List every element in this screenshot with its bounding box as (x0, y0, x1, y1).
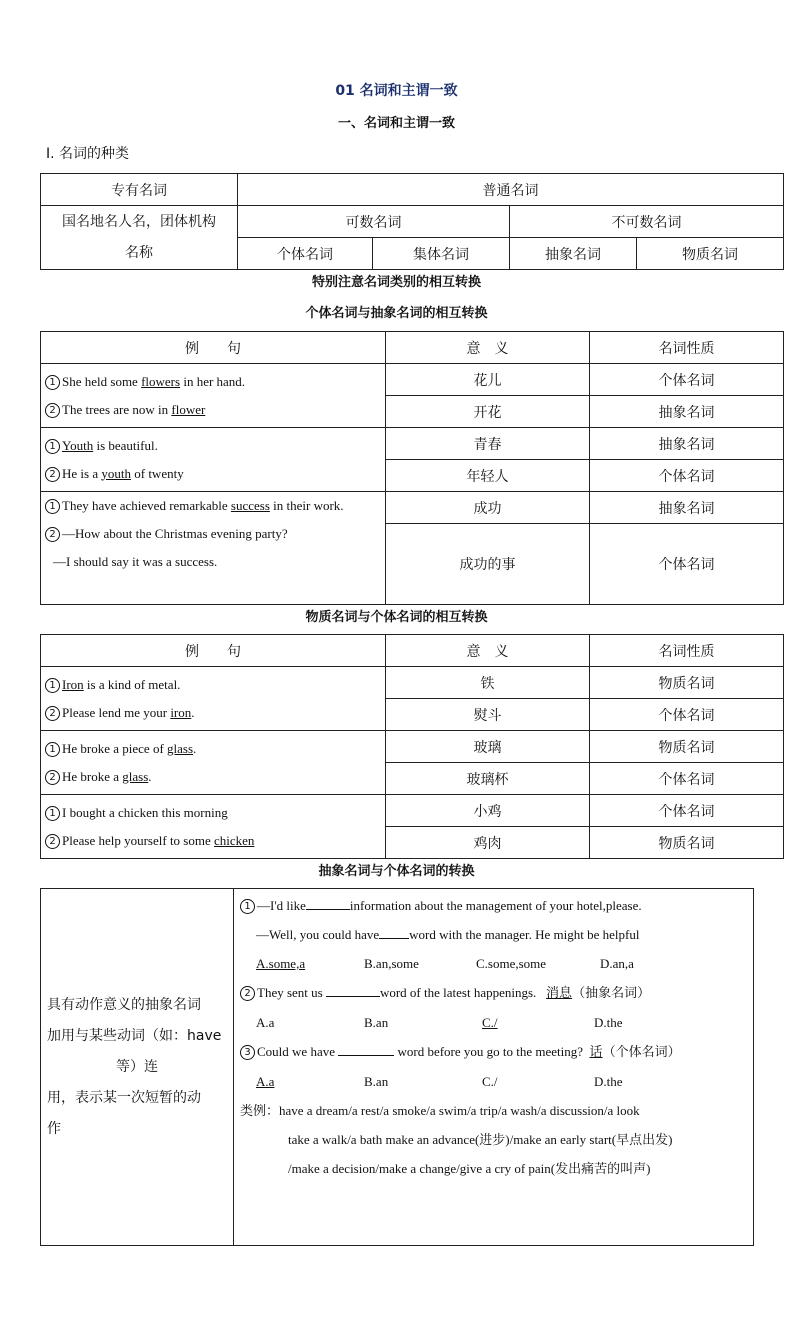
key-word: youth (101, 465, 131, 481)
text: He is a (62, 465, 102, 481)
text: information about the management of your hotel,please. (349, 898, 642, 913)
question-3-line1 (240, 1037, 747, 1067)
rule-line: 用，表示某一次短暂的动 (47, 1089, 201, 1106)
text: —How about the Christmas evening party? (62, 526, 288, 541)
text: of twenty (130, 465, 184, 481)
option-a: A.a (256, 1074, 275, 1089)
question-1-line1 (240, 891, 747, 920)
example-sentence (45, 460, 381, 488)
nature-cell: 物质名词 (590, 667, 784, 699)
proper-desc-line2: 名称 (125, 244, 153, 261)
circled-number-1: 1 (45, 439, 60, 454)
circled-number-1: 1 (45, 499, 60, 514)
text: —I'd like (257, 898, 306, 913)
meaning-cell: 熨斗 (386, 699, 590, 731)
circled-number-1: 1 (45, 375, 60, 390)
nature-cell: 抽象名词 (590, 396, 784, 428)
examples-line1: 类例：have a dream/a rest/a smoke/a swim/a trip/a wash/a discussion/a look (240, 1103, 640, 1118)
text: is a kind of metal. (83, 676, 181, 692)
rule-description (41, 889, 234, 1246)
circled-number-2: 2 (45, 834, 60, 849)
page-subtitle: 一、名词和主谓一致 (337, 116, 455, 131)
circled-number-2: 2 (45, 467, 60, 482)
text: . (193, 740, 197, 756)
note: （个体名词） (602, 1045, 681, 1060)
rule-line: 等）连 (116, 1058, 158, 1075)
circled-number-2: 2 (45, 527, 60, 542)
circled-number-1: 1 (240, 899, 255, 914)
nature-cell: 个体名词 (590, 699, 784, 731)
key-word: chicken (214, 832, 255, 848)
page-title: 01 名词和主谓一致 (335, 83, 458, 99)
nature-cell: 个体名词 (590, 763, 784, 795)
examples-line3: /make a decision/make a change/give a cry of pain(发出痛苦的叫声) (288, 1161, 651, 1176)
example-group (41, 667, 386, 731)
option-d: D.an,a (600, 956, 634, 971)
text: . (148, 768, 152, 784)
key-word: flower (171, 401, 206, 417)
nature-cell: 个体名词 (590, 524, 784, 605)
example-sentence (45, 671, 381, 699)
meaning-header: 意 义 (386, 635, 590, 667)
text: in their work. (269, 498, 344, 513)
note: （抽象名词） (572, 986, 651, 1001)
option-d: D.the (594, 1015, 623, 1030)
example-header: 例 句 (41, 635, 386, 667)
table2-caption: 个体名词与抽象名词的相互转换 (305, 306, 488, 321)
circled-number-3: 3 (240, 1045, 255, 1060)
text: The trees are now in (62, 401, 172, 417)
rule-line: 加用与某些动词（如：have (47, 1027, 222, 1044)
text: word before you go to the meeting? (394, 1044, 584, 1059)
individual-noun: 个体名词 (238, 238, 373, 270)
nature-cell: 物质名词 (590, 827, 784, 859)
example-sentence (45, 799, 381, 827)
common-noun-header: 普通名词 (238, 174, 784, 206)
countable-header: 可数名词 (238, 206, 510, 238)
circled-number-2: 2 (45, 706, 60, 721)
abstract-individual-table (40, 888, 754, 1246)
table3-caption: 物质名词与个体名词的相互转换 (305, 610, 488, 625)
nature-cell: 个体名词 (590, 364, 784, 396)
special-note-caption: 特别注意名词类别的相互转换 (311, 275, 481, 290)
circled-number-2: 2 (45, 770, 60, 785)
examples-line2: take a walk/a bath make an advance(进步)/make an early start(早点出发) (288, 1132, 673, 1147)
example-sentence (45, 368, 381, 396)
key-word: glass (167, 740, 194, 756)
answer-blank (338, 1055, 394, 1056)
text: word with the manager. He might be helpful (409, 927, 640, 942)
example-sentence (45, 396, 381, 424)
nature-header: 名词性质 (590, 332, 784, 364)
circled-number-1: 1 (45, 806, 60, 821)
nature-cell: 抽象名词 (590, 492, 784, 524)
option-d: D.the (594, 1074, 623, 1089)
meaning-cell: 开花 (386, 396, 590, 428)
circled-number-1: 1 (45, 742, 60, 757)
option-b: B.an,some (364, 956, 419, 971)
meaning-cell: 成功的事 (386, 524, 590, 605)
example-group (41, 428, 386, 492)
example-sentence (45, 520, 381, 548)
example-header: 例 句 (41, 332, 386, 364)
option-a: A.some,a (256, 956, 306, 971)
meaning-cell: 玻璃杯 (386, 763, 590, 795)
example-sentence (45, 763, 381, 791)
question-3-options (240, 1067, 747, 1096)
rule-line: 作 (47, 1120, 61, 1137)
key-word: flowers (141, 373, 181, 389)
circled-number-1: 1 (45, 678, 60, 693)
example-sentence (45, 432, 381, 460)
answer-blank (379, 938, 409, 939)
uncountable-header: 不可数名词 (510, 206, 784, 238)
answer-blank (326, 996, 380, 997)
circled-number-2: 2 (45, 403, 60, 418)
meaning-cell: 青春 (386, 428, 590, 460)
option-b: B.an (364, 1015, 389, 1030)
nature-header: 名词性质 (590, 635, 784, 667)
meaning-cell: 成功 (386, 492, 590, 524)
key-word: Iron (62, 676, 84, 692)
option-c: C./ (482, 1015, 498, 1030)
example-sentence: —I should say it was a success. (53, 554, 218, 569)
question-2-options (240, 1008, 747, 1037)
example-sentence (45, 699, 381, 727)
collective-noun: 集体名词 (373, 238, 510, 270)
text: He broke a (62, 768, 123, 784)
text: She held some (62, 373, 142, 389)
circled-number-2: 2 (240, 986, 255, 1001)
example-group (41, 795, 386, 859)
meaning-cell: 年轻人 (386, 460, 590, 492)
proper-noun-description (41, 206, 238, 270)
meaning-cell: 玻璃 (386, 731, 590, 763)
meaning-cell: 小鸡 (386, 795, 590, 827)
example-sentence (45, 827, 381, 855)
example-group (41, 364, 386, 428)
meaning-cell: 花儿 (386, 364, 590, 396)
nature-cell: 抽象名词 (590, 428, 784, 460)
meaning-header: 意 义 (386, 332, 590, 364)
nature-cell: 物质名词 (590, 731, 784, 763)
meaning-cell: 铁 (386, 667, 590, 699)
example-sentence (45, 735, 381, 763)
question-1-options (240, 949, 747, 978)
nature-cell: 个体名词 (590, 795, 784, 827)
text: . (191, 704, 195, 720)
meaning-cell: 鸡肉 (386, 827, 590, 859)
text: Please lend me your (62, 704, 171, 720)
option-b: B.an (364, 1074, 389, 1089)
text: —Well, you could have (256, 927, 380, 942)
example-sentence (45, 492, 381, 520)
abstract-noun: 抽象名词 (510, 238, 637, 270)
text: is beautiful. (93, 437, 158, 453)
proper-desc-line1: 国名地名人名，团体机构 (62, 213, 216, 230)
text: word of the latest happenings. (379, 985, 537, 1000)
text: Could we have (257, 1044, 339, 1059)
text: He broke a piece of (62, 740, 168, 756)
key-word: Youth (62, 437, 94, 453)
material-noun: 物质名词 (637, 238, 784, 270)
proper-noun-header: 专有名词 (41, 174, 238, 206)
material-individual-table (40, 634, 784, 859)
option-c: C.some,some (476, 956, 547, 971)
table4-caption: 抽象名词与个体名词的转换 (318, 864, 475, 879)
answer-blank (306, 909, 350, 910)
example-group (41, 492, 386, 605)
rule-line: 具有动作意义的抽象名词 (47, 996, 201, 1013)
note-word: 消息 (546, 986, 573, 1001)
noun-types-table (40, 173, 784, 270)
text: in her hand. (180, 373, 246, 389)
option-c: C./ (482, 1074, 498, 1089)
exercise-cell (234, 889, 754, 1246)
note-word: 话 (589, 1045, 603, 1060)
text: They sent us (257, 985, 326, 1000)
question-1-line2 (240, 920, 747, 949)
key-word: iron (170, 704, 192, 720)
text: I bought a chicken this morning (62, 804, 228, 820)
section-heading: I. 名词的种类 (46, 146, 130, 162)
example-group (41, 731, 386, 795)
nature-cell: 个体名词 (590, 460, 784, 492)
key-word: success (230, 498, 270, 513)
question-2-line1 (240, 978, 747, 1008)
option-a: A.a (256, 1015, 275, 1030)
text: Please help yourself to some (62, 832, 214, 848)
text: They have achieved remarkable (62, 498, 231, 513)
individual-abstract-table (40, 331, 784, 605)
key-word: glass (122, 768, 149, 784)
